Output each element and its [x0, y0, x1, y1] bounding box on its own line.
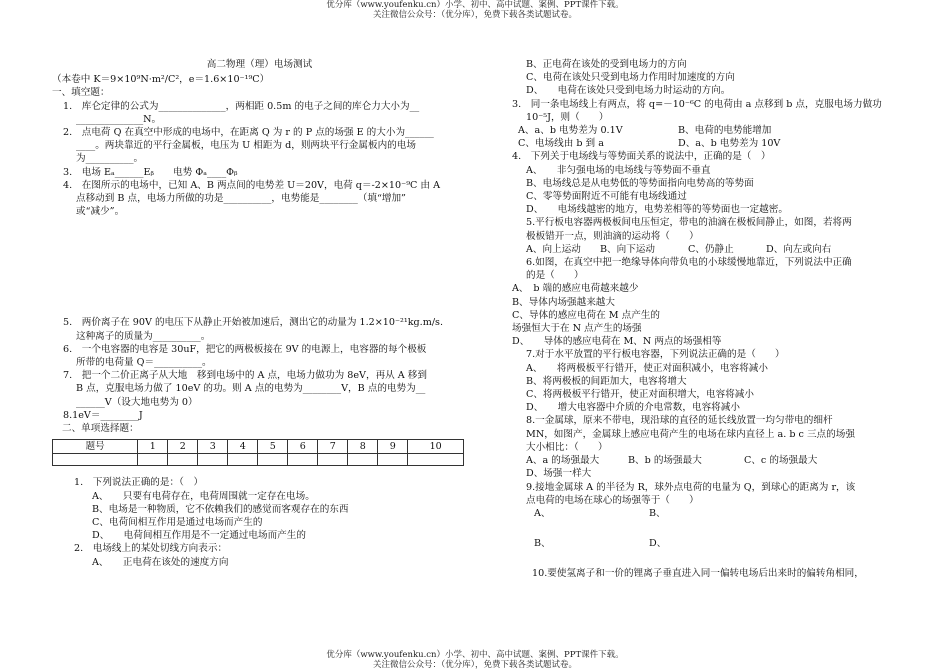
question-option: B、电场线总是从电势低的等势面指向电势高的等势面 [526, 177, 754, 189]
question-option: D、 电荷在该处只受到电场力时运动的方向。 [526, 85, 731, 97]
fill-line: 5. 两价离子在 90V 的电压下从静止开始被加速后，测出它的动量为 1.2×10⁻²¹kg.m/s. [63, 317, 444, 329]
answer-table-col: 8 [348, 440, 378, 454]
answer-table-col: 5 [258, 440, 288, 454]
question-option: 场强恒大于在 N 点产生的场强 [512, 323, 642, 335]
question-option: D、 [649, 537, 667, 549]
question-option: D、场强一样大 [526, 468, 592, 480]
answer-cell[interactable] [348, 454, 378, 466]
constants-note: （本卷中 K＝9×10⁹N·m²/C²，e＝1.6×10⁻¹⁹C） [52, 74, 270, 86]
question-option: D、 电荷间相互作用是不一定通过电场而产生的 [92, 530, 306, 542]
fill-line: 这种离子的质量为__________。 [76, 330, 211, 342]
question-stem: 大小相比：（ ） [526, 441, 608, 453]
answer-cell[interactable] [53, 454, 138, 466]
question-options-row [512, 537, 904, 567]
question-option: A、 b 端的感应电荷越来越少 [512, 283, 639, 295]
footer-line-2: 关注微信公众号：（优分库），免费下载各类试题试卷。 [372, 660, 577, 670]
fill-line: 点移动到 B 点，电场力所做的功是__________，电势能是________（填“增加” [76, 193, 406, 205]
section-choice-heading: 二、单项选择题： [62, 423, 139, 435]
question-stem: 10.要使氢离子和一价的锂离子垂直进入同一偏转电场后出来时的偏转角相同， [532, 567, 864, 579]
answer-table-col: 10 [408, 440, 464, 454]
question-option: C、c 的场强最大 [744, 455, 818, 467]
answer-table-col: 9 [378, 440, 408, 454]
fill-line: 或“减少”。 [76, 206, 125, 218]
question-options-row [512, 137, 904, 150]
question-option: B、正电荷在该处的受到电场力的方向 [526, 59, 687, 70]
question-options-row [512, 124, 904, 137]
question-option: B、将两极板的间距加大，电容将增大 [526, 375, 687, 387]
answer-cell[interactable] [258, 454, 288, 466]
fill-line: 3. 电场 Eₐ______Eᵦ 电势 Φₐ____Φᵦ [63, 166, 238, 178]
question-option: C、仍静止 [688, 243, 734, 255]
question-option: D、a、b 电势差为 10V [678, 138, 781, 150]
question-stem: 1. 下列说法正确的是：（ ） [74, 477, 204, 489]
answer-table-col: 4 [228, 440, 258, 454]
answer-cell[interactable] [198, 454, 228, 466]
figure-space [52, 218, 467, 316]
fill-line: 4. 在图所示的电场中，已知 A、B 两点间的电势差 U＝20V，电荷 q＝-2×10⁻⁹C 由 A [63, 179, 440, 191]
question-option: A、 只要有电荷存在，电荷周围就一定存在电场。 [92, 490, 315, 502]
answer-cell[interactable] [318, 454, 348, 466]
page-title: 高二物理（理）电场测试 [206, 59, 313, 70]
fill-line: ____。两块靠近的平行金属板，电压为 U 相距为 d，则两块平行金属板内的电场 [76, 140, 416, 152]
question-option: A、 非匀强电场的电场线与等势面不垂直 [526, 164, 711, 176]
question-stem: 10⁻⁵J，则（ ） [526, 111, 609, 123]
answer-table-col: 2 [168, 440, 198, 454]
question-options-row [512, 454, 904, 467]
question-option: C、导体的感应电荷在 M 点产生的 [512, 309, 660, 321]
question-option: B、导体内场强越来越大 [512, 296, 615, 308]
question-stem: 的是（ ） [526, 270, 584, 282]
page-header [0, 0, 950, 20]
question-option: A、a 的场强最大 [526, 455, 600, 467]
fill-line: ______________N。 [76, 113, 162, 125]
footer-line-1: 优分库（www.youfenku.cn）小学、初中、高中试题、案例、PPT课件下载。 [326, 650, 624, 660]
fill-line: 8.1eV＝________J [63, 409, 143, 421]
question-stem: 4. 下列关于电场线与等势面关系的说法中，正确的是（ ） [512, 151, 771, 163]
fill-line: 6. 一个电容器的电容是 30uF，把它的两极板接在 9V 的电源上，电容器的每个极板 [63, 343, 427, 355]
answer-table [52, 439, 464, 466]
question-option: C、电荷在该处只受到电场力作用时加速度的方向 [526, 72, 735, 84]
fill-line: 为__________。 [76, 153, 144, 165]
answer-table-head: 题号 [53, 440, 138, 454]
question-option: B、电场是一种物质，它不依赖我们的感觉而客观存在的东西 [92, 503, 349, 515]
question-option: D、向左或向右 [766, 243, 832, 255]
question-options-row [512, 507, 904, 537]
answer-cell[interactable] [228, 454, 258, 466]
fill-line: B 点，克服电场力做了 10eV 的功。则 A 点的电势为________V，B 点的电势为__ [76, 383, 426, 395]
answer-table-col: 3 [198, 440, 228, 454]
fill-line: 2. 点电荷 Q 在真空中形成的电场中，在距离 Q 为 r 的 P 点的场强 E 的大小为______ [63, 127, 434, 139]
question-option: A、a、b 电势差为 0.1V [518, 125, 623, 137]
question-stem: 3. 同一条电场线上有两点，将 q=－10⁻⁶C 的电荷由 a 点移到 b 点，克服电场力做功 [512, 98, 882, 110]
question-option: C、电荷间相互作用是通过电场而产生的 [92, 517, 263, 529]
header-line-1: 优分库（www.youfenku.cn）小学、初中、高中试题、案例、PPT课件下载。 [326, 0, 624, 10]
question-stem: 点电荷的电场在球心的场强等于（ ） [526, 494, 699, 506]
question-option: C、电场线由 b 到 a [518, 138, 604, 150]
question-stem: 8.一金属球，原来不带电，现沿球的直径的延长线放置一均匀带电的细杆 [526, 415, 833, 427]
answer-table-col: 6 [288, 440, 318, 454]
answer-cell[interactable] [408, 454, 464, 466]
left-column [52, 48, 467, 569]
question-options-row [512, 243, 904, 256]
answer-cell[interactable] [138, 454, 168, 466]
right-column [512, 58, 904, 580]
question-option: B、 [649, 507, 666, 519]
question-option: B、 [534, 537, 551, 549]
section-fill-heading: 一、填空题： [52, 87, 110, 99]
answer-table-col: 7 [318, 440, 348, 454]
question-stem: 7.对于水平放置的平行板电容器，下列说法正确的是（ ） [526, 349, 785, 361]
fill-line: 所带的电荷量 Q＝__________。 [76, 357, 212, 369]
question-option: B、电荷的电势能增加 [678, 125, 772, 137]
question-option: D、 增大电容器中介质的介电常数，电容将减小 [526, 402, 740, 414]
answer-cell[interactable] [378, 454, 408, 466]
question-option: C、零等势面附近不可能有电场线通过 [526, 191, 687, 203]
question-option: A、 将两极板平行错开，使正对面积减小，电容将减小 [526, 362, 768, 374]
fill-line: 1. 库仑定律的公式为______________，两相距 0.5m 的电子之间的库仑力大小为__ [63, 100, 420, 112]
question-stem: 5.平行板电容器两极板间电压恒定，带电的油滴在极板间静止，如图，若将两 [526, 217, 852, 229]
answer-cell[interactable] [288, 454, 318, 466]
question-stem: 9.接地金属球 A 的半径为 R，球外点电荷的电量为 Q，到球心的距离为 r，该 [526, 481, 856, 493]
fill-line: 7. 把一个二价正离子从大地 移到电场中的 A 点，电场力做功为 8eV，再从 A 移到 [63, 370, 427, 382]
question-stem: 6.如图，在真空中把一绝缘导体向带负电的小球缓慢地靠近，下列说法中正确 [526, 257, 852, 269]
fill-line: ______V（设大地电势为 0） [76, 396, 198, 408]
question-stem: MN，如图产，金属球上感应电荷产生的电场在球内直径上 a. b c 三点的场强 [526, 428, 855, 440]
answer-cell[interactable] [168, 454, 198, 466]
question-option: D、 导体的感应电荷在 M、N 两点的场强相等 [512, 336, 722, 348]
question-option: A、向上运动 [526, 243, 581, 255]
header-line-2: 关注微信公众号：（优分库），免费下载各类试题试卷。 [372, 10, 577, 20]
page-footer [0, 650, 950, 670]
question-option: B、b 的场强最大 [628, 455, 702, 467]
question-option: A、 正电荷在该处的速度方向 [92, 556, 229, 568]
question-option: C、将两极板平行错开，使正对面积增大，电容将减小 [526, 389, 754, 401]
question-option: D、 电场线越密的地方，电势差相等的等势面也一定越密。 [526, 204, 788, 216]
question-stem: 2. 电场线上的某处切线方向表示： [74, 543, 228, 555]
question-stem: 极板错开一点，则油滴的运动将（ ） [526, 230, 699, 242]
answer-table-col: 1 [138, 440, 168, 454]
question-option: B、向下运动 [600, 243, 656, 255]
question-option: A、 [534, 507, 551, 519]
